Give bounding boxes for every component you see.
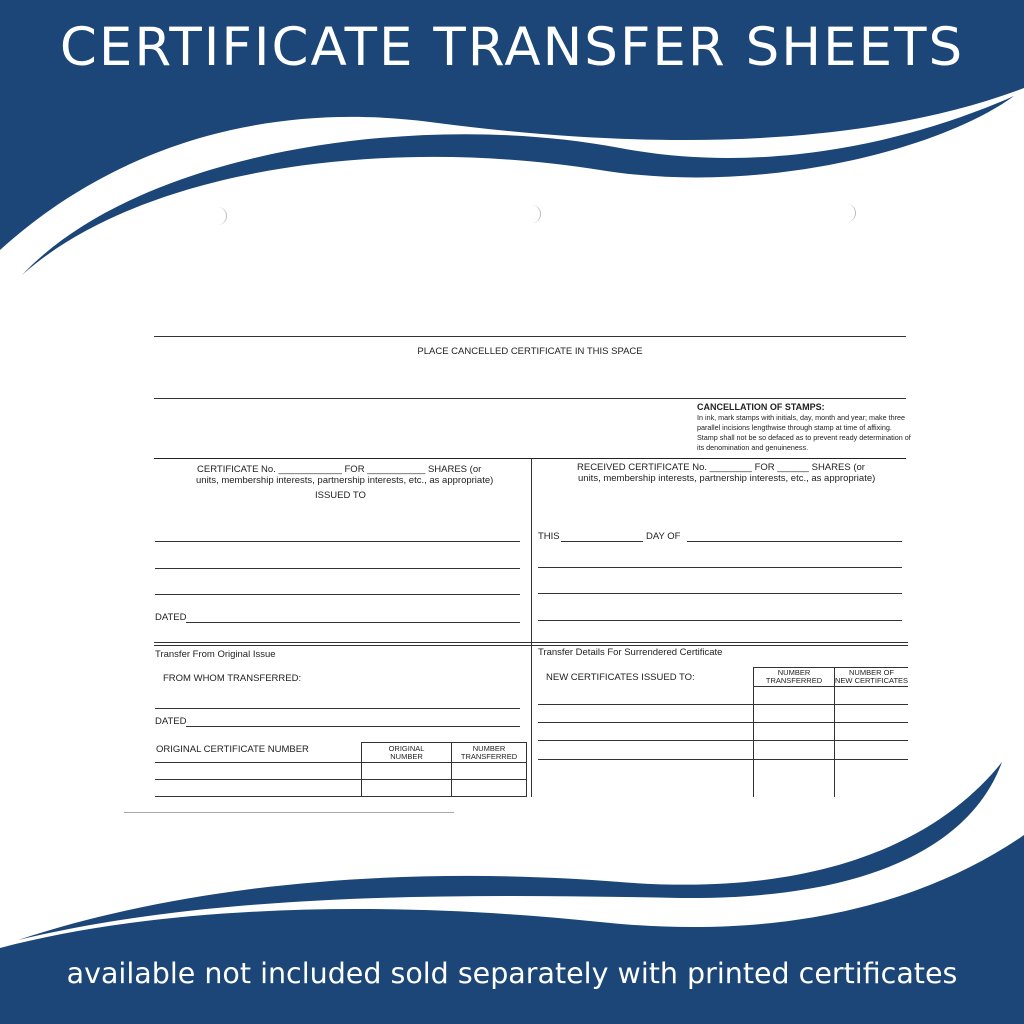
punch-hole bbox=[845, 204, 856, 222]
certificate-no-line: CERTIFICATE No. ____________ FOR ___________ SHARES (or bbox=[197, 464, 482, 475]
issued-to-line[interactable] bbox=[155, 568, 520, 569]
received-line[interactable] bbox=[538, 620, 902, 621]
punch-hole bbox=[216, 207, 227, 225]
dated-label-2: DATED bbox=[155, 716, 187, 727]
banner-caption: available not included sold separately with printed certificates bbox=[66, 957, 958, 990]
table-line bbox=[155, 796, 526, 797]
divider-line bbox=[154, 645, 908, 646]
col-number-transferred-2: TRANSFERRED bbox=[460, 752, 518, 761]
divider-line bbox=[154, 642, 908, 643]
table-line bbox=[753, 686, 908, 687]
issued-to-line[interactable] bbox=[155, 594, 520, 595]
table-line bbox=[538, 704, 908, 705]
cancellation-body: In ink, mark stamps with initials, day, month and year; make three parallel incisions lengthwise through stamp at time of affixing. Stamp shall not be so defaced as to prevent ready determination of its denomination and genuineness. bbox=[697, 413, 911, 452]
dated-label: DATED bbox=[155, 612, 187, 623]
table-line bbox=[538, 759, 908, 760]
dated-line-2[interactable] bbox=[186, 726, 520, 727]
col-number-transferred-r1: NUMBER bbox=[777, 668, 811, 677]
issued-to-label: ISSUED TO bbox=[315, 490, 366, 501]
banner-title: CERTIFICATE TRANSFER SHEETS bbox=[59, 17, 965, 78]
col-original-number-2: NUMBER bbox=[390, 752, 423, 761]
col-number-new-2: NEW CERTIFICATES bbox=[835, 676, 909, 685]
issued-to-line[interactable] bbox=[155, 541, 520, 542]
table-line bbox=[526, 742, 527, 797]
sheet-bottom-edge bbox=[124, 812, 454, 813]
col-original-number-1: ORIGINAL bbox=[388, 744, 425, 753]
units-line: units, membership interests, partnership interests, etc., as appropriate) bbox=[196, 475, 494, 486]
divider-line bbox=[154, 398, 906, 399]
from-whom-label: FROM WHOM TRANSFERRED: bbox=[163, 673, 302, 684]
col-number-new-1: NUMBER OF bbox=[849, 668, 894, 677]
units-line-right: units, membership interests, partnership interests, etc., as appropriate) bbox=[578, 473, 876, 484]
transfer-original-heading: Transfer From Original Issue bbox=[155, 649, 276, 660]
day-of-label: DAY OF bbox=[646, 531, 681, 542]
table-line bbox=[155, 779, 526, 780]
place-cancelled-text: PLACE CANCELLED CERTIFICATE IN THIS SPACE bbox=[417, 346, 643, 357]
from-whom-line[interactable] bbox=[155, 708, 520, 709]
punch-hole bbox=[530, 205, 541, 223]
col-original-certificate-number: ORIGINAL CERTIFICATE NUMBER bbox=[156, 744, 309, 755]
new-certificates-label: NEW CERTIFICATES ISSUED TO: bbox=[546, 672, 695, 683]
cancellation-title: CANCELLATION OF STAMPS: bbox=[697, 402, 825, 412]
day-of-line[interactable] bbox=[687, 541, 902, 542]
col-number-transferred-r2: TRANSFERRED bbox=[765, 676, 823, 685]
transfer-details-heading: Transfer Details For Surrendered Certificate bbox=[538, 647, 723, 658]
received-line[interactable] bbox=[538, 593, 902, 594]
this-label: THIS bbox=[538, 531, 560, 542]
table-line bbox=[155, 762, 526, 763]
received-line[interactable] bbox=[538, 567, 902, 568]
received-certificate-line: RECEIVED CERTIFICATE No. ________ FOR ______ SHARES (or bbox=[577, 462, 865, 473]
dated-line[interactable] bbox=[186, 622, 520, 623]
table-line bbox=[538, 740, 908, 741]
table-line bbox=[361, 742, 526, 743]
center-divider bbox=[531, 459, 532, 797]
table-line bbox=[538, 722, 908, 723]
col-number-transferred-1: NUMBER bbox=[472, 744, 506, 753]
divider-line bbox=[154, 458, 906, 459]
divider-line bbox=[154, 336, 906, 337]
this-line[interactable] bbox=[561, 541, 643, 542]
